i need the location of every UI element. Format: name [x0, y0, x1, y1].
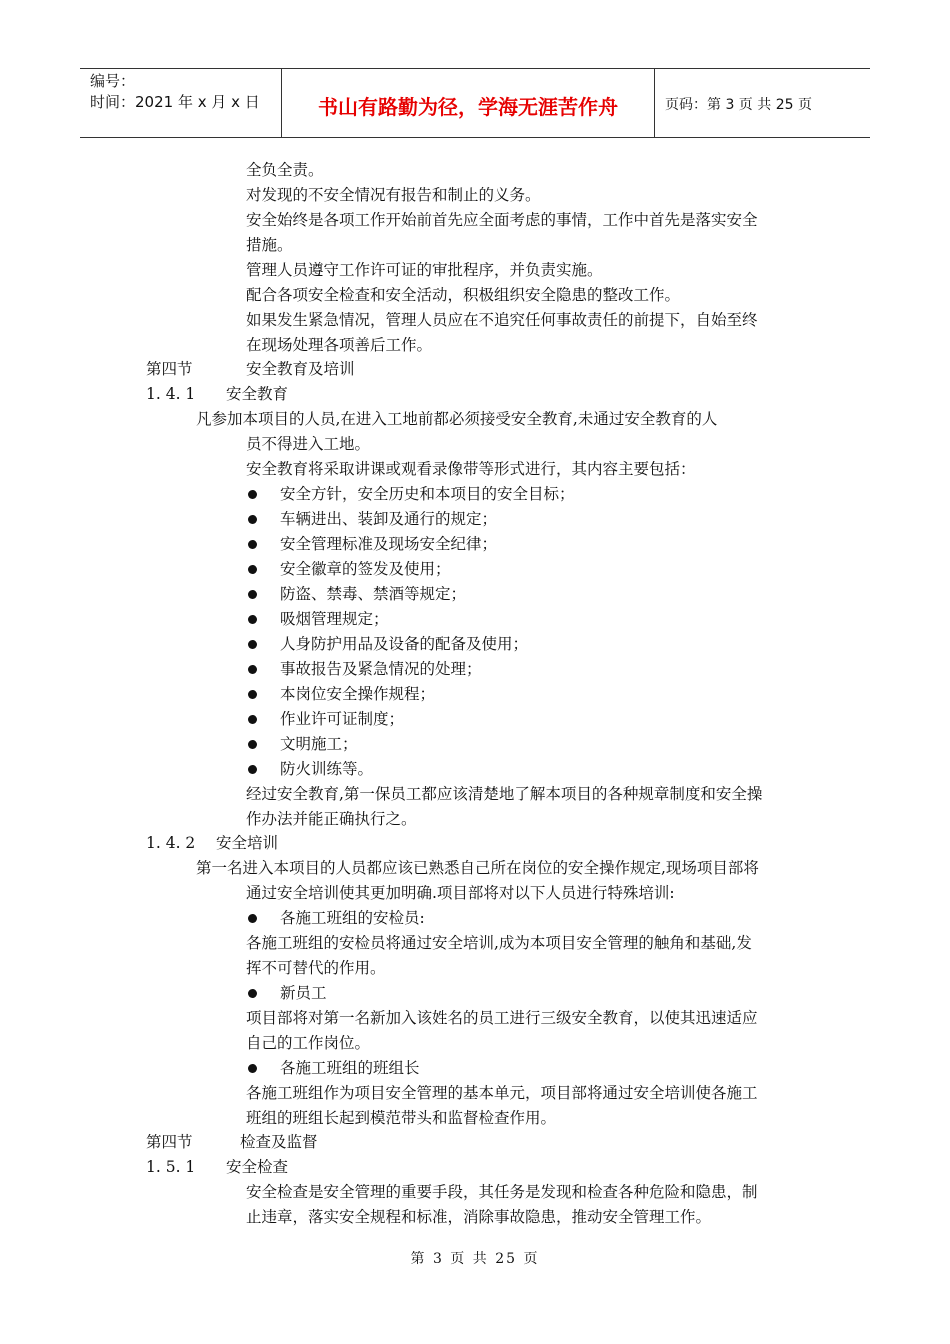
bullet-icon [248, 765, 257, 774]
list-item: 作业许可证制度； [280, 710, 405, 728]
page-footer: 第 3 页 共 25 页 [410, 1251, 540, 1267]
list-item: 吸烟管理规定； [280, 610, 389, 628]
header-page-info: 页码：第 3 页 共 25 页 [665, 97, 812, 113]
bullet-icon [248, 590, 257, 599]
text-line: 各施工班组的安检员将通过安全培训,成为本项目安全管理的触角和基础,发 [246, 934, 752, 952]
bullet-icon [248, 490, 257, 499]
text-line: 员不得进入工地。 [246, 435, 371, 453]
subsection-title: 安全检查 [226, 1158, 289, 1176]
text-line: 项目部将对第一名新加入该姓名的员工进行三级安全教育，以使其迅速适应 [246, 1009, 758, 1027]
text-line: 各施工班组作为项目安全管理的基本单元，项目部将通过安全培训使各施工 [246, 1084, 758, 1102]
text-line: 管理人员遵守工作许可证的审批程序，并负责实施。 [246, 261, 603, 279]
text-line: 经过安全教育,第一保员工都应该清楚地了解本项目的各种规章制度和安全操 [246, 785, 763, 803]
text-line: 配合各项安全检查和安全活动，积极组织安全隐患的整改工作。 [246, 286, 681, 304]
training-target: 各施工班组的班组长 [280, 1059, 420, 1077]
section-title: 安全教育及培训 [246, 360, 355, 378]
list-item: 本岗位安全操作规程； [280, 685, 436, 703]
text-line: 作办法并能正确执行之。 [246, 810, 417, 828]
list-item: 车辆进出、装卸及通行的规定； [280, 510, 498, 528]
list-item: 事故报告及紧急情况的处理； [280, 660, 482, 678]
bullet-icon [248, 640, 257, 649]
list-item: 人身防护用品及设备的配备及使用； [280, 635, 529, 653]
list-item: 防火训练等。 [280, 760, 374, 778]
header-right [655, 69, 870, 137]
page-header [80, 68, 870, 138]
text-line: 止违章，落实安全规程和标准，消除事故隐患，推动安全管理工作。 [246, 1208, 712, 1226]
list-item: 文明施工； [280, 735, 358, 753]
doc-number-label: 编号： [90, 72, 136, 90]
text-line: 对发现的不安全情况有报告和制止的义务。 [246, 186, 541, 204]
text-line: 安全检查是安全管理的重要手段，其任务是发现和检查各种危险和隐患，制 [246, 1183, 758, 1201]
bullet-icon [248, 989, 257, 998]
text-line: 班组的班组长起到模范带头和监督检查作用。 [246, 1109, 557, 1127]
list-item: 安全徽章的签发及使用； [280, 560, 451, 578]
header-left [80, 69, 281, 137]
bullet-icon [248, 615, 257, 624]
text-line: 通过安全培训使其更加明确.项目部将对以下人员进行特殊培训: [246, 884, 675, 902]
subsection-title: 安全教育 [226, 385, 289, 403]
bullet-icon [248, 515, 257, 524]
header-motto: 书山有路勤为径，学海无涯苦作舟 [318, 95, 618, 119]
text-line: 在现场处理各项善后工作。 [246, 336, 433, 354]
text-line: 措施。 [246, 236, 293, 254]
list-item: 防盗、禁毒、禁酒等规定； [280, 585, 467, 603]
bullet-icon [248, 715, 257, 724]
section-title: 检查及监督 [240, 1133, 318, 1151]
bullet-icon [248, 914, 257, 923]
section-label: 第四节 [146, 360, 193, 378]
training-target: 各施工班组的安检员: [280, 909, 425, 927]
text-line: 如果发生紧急情况，管理人员应在不追究任何事故责任的前提下，自始至终 [246, 311, 758, 329]
bullet-icon [248, 565, 257, 574]
subsection-number: 1. 5. 1 [146, 1158, 196, 1176]
list-item: 安全管理标准及现场安全纪律； [280, 535, 498, 553]
bullet-icon [248, 690, 257, 699]
text-line: 第一名进入本项目的人员都应该已熟悉自己所在岗位的安全操作规定,现场项目部将 [196, 859, 759, 877]
text-line: 挥不可替代的作用。 [246, 959, 386, 977]
subsection-number: 1. 4. 1 [146, 385, 196, 403]
text-line: 全负全责。 [246, 161, 324, 179]
text-line: 自己的工作岗位。 [246, 1034, 371, 1052]
section-label: 第四节 [146, 1133, 193, 1151]
bullet-icon [248, 665, 257, 674]
subsection-title: 安全培训 [216, 834, 279, 852]
bullet-icon [248, 1064, 257, 1073]
header-motto-cell [281, 69, 655, 137]
bullet-icon [248, 740, 257, 749]
text-line: 安全教育将采取讲课或观看录像带等形式进行，其内容主要包括： [246, 460, 696, 478]
doc-time-label: 时间：2021 年 x 月 x 日 [90, 93, 260, 111]
list-item: 安全方针，安全历史和本项目的安全目标； [280, 485, 575, 503]
subsection-number: 1. 4. 2 [146, 834, 196, 852]
training-target: 新员工 [280, 984, 327, 1002]
bullet-icon [248, 540, 257, 549]
text-line: 安全始终是各项工作开始前首先应全面考虑的事情，工作中首先是落实安全 [246, 211, 758, 229]
text-line: 凡参加本项目的人员,在进入工地前都必须接受安全教育,未通过安全教育的人 [196, 410, 718, 428]
